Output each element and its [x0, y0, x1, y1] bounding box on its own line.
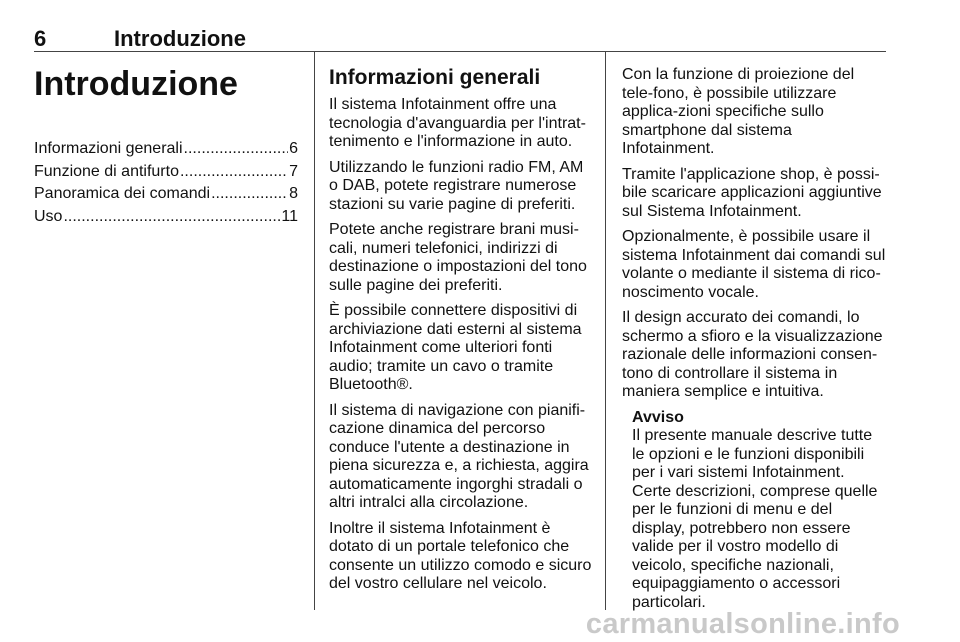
toc-leader-dots: [211, 185, 288, 204]
paragraph: Il design accurato dei comandi, lo schermo a sfioro e la visualizzazione razionale delle informazioni consen-tono di controllare il sistema in maniera semplice e intuitiva.: [622, 309, 883, 400]
toc-entry[interactable]: [34, 163, 298, 186]
toc-leader-dots: [180, 163, 288, 182]
table-of-contents: [34, 140, 298, 230]
section-title: Informazioni generali: [329, 66, 541, 89]
toc-entry-page: 6: [289, 140, 298, 157]
column-middle: [329, 66, 595, 601]
column-right: [622, 66, 888, 612]
paragraph: Con la funzione di proiezione del tele-fono, è possibile utilizzare applica-zioni specifiche sullo smartphone dal sistema Infotainment.: [622, 66, 855, 157]
toc-entry-page: 7: [289, 162, 298, 180]
toc-entry-label: Funzione di antifurto: [34, 162, 179, 180]
paragraph: Utilizzando le funzioni radio FM, AM o DAB, potete registrare numerose stazioni su varie pagine di preferiti.: [329, 158, 584, 213]
toc-entry-label: Informazioni generali: [34, 140, 183, 157]
chapter-title: Introduzione: [34, 65, 238, 103]
toc-leader-dots: [184, 140, 289, 159]
paragraph: Opzionalmente, è possibile usare il sistema Infotainment dai comandi sul volante o mediante il sistema di rico-noscimento vocale.: [622, 228, 886, 301]
toc-leader-dots: [63, 208, 280, 227]
column-divider-2: [605, 52, 606, 610]
toc-entry-page: 11: [281, 207, 298, 225]
paragraph: Potete anche registrare brani musi-cali, numeri telefonici, indirizzi di destinazione o impostazioni del tono sulle pagine dei preferiti.: [329, 221, 587, 294]
column-left: [34, 66, 298, 230]
note-box: [632, 409, 888, 613]
note-text: Il presente manuale descrive tutte le opzioni e le funzioni disponibili per i vari sistemi Infotainment. Certe descrizioni, comprese quelle per le funzioni di menu e del display, potrebbero non essere valide per il vostro modello di veicolo, specifiche nazionali, equipaggiamento o accessori particolari.: [632, 427, 878, 611]
paragraph: È possibile connettere dispositivi di archiviazione dati esterni al sistema Infotainment come ulteriori fonti audio; tramite un cavo o tramite Bluetooth®.: [329, 302, 582, 393]
toc-entry-label: Panoramica dei comandi: [34, 185, 211, 202]
page-header: [34, 26, 886, 50]
toc-entry[interactable]: [34, 208, 298, 231]
watermark: carmanualsonline.info: [585, 608, 900, 640]
note-title: Avviso: [632, 408, 684, 426]
toc-entry[interactable]: [34, 140, 298, 163]
paragraph: Il sistema Infotainment offre una tecnologia d'avanguardia per l'intrat-tenimento e l'informazione in auto.: [329, 96, 586, 150]
paragraph: Inoltre il sistema Infotainment è dotato di un portale telefonico che consente un utilizzo comodo e sicuro del vostro cellulare nel veicolo.: [329, 519, 592, 592]
toc-entry-page: 8: [289, 185, 298, 202]
running-title: Introduzione: [114, 26, 246, 51]
paragraph: Il sistema di navigazione con pianifi-cazione dinamica del percorso conduce l'utente a destinazione in piena sicurezza e, a richiesta, aggira automaticamente ingorghi stradali o altri intralci alla circolazione.: [329, 401, 589, 511]
paragraph: Tramite l'applicazione shop, è possi-bile scaricare applicazioni aggiuntive sul Sistema Infotainment.: [622, 165, 882, 220]
page-number: 6: [34, 26, 47, 51]
toc-entry-label: Uso: [34, 207, 63, 225]
header-rule: [34, 51, 886, 52]
column-divider-1: [314, 52, 315, 610]
toc-entry[interactable]: [34, 185, 298, 208]
